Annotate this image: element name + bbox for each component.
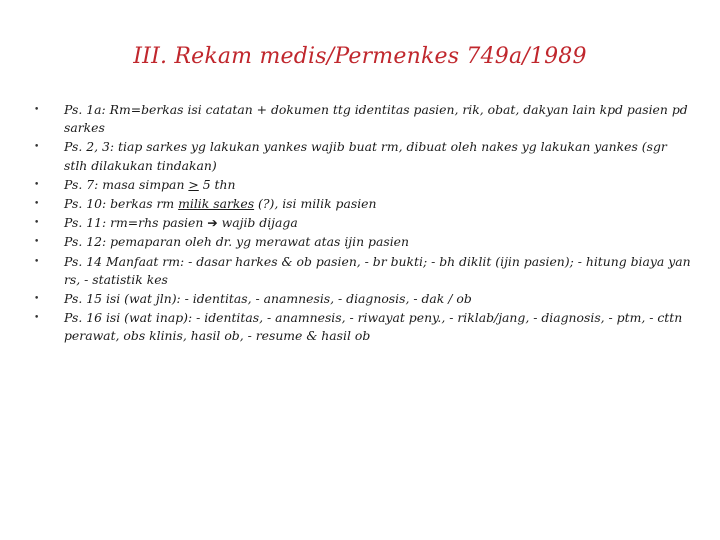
list-item-text: Ps. 2, 3: tiap sarkes yg lakukan yankes wajib buat rm, dibuat oleh nakes yg lakukan yankes (sgr stlh dilakukan tindakan) (64, 139, 667, 173)
greater-equal-sign: > (188, 176, 199, 192)
slide-title: III. Rekam medis/Permenkes 749a/1989 (133, 44, 587, 69)
list-item-text-prefix: Ps. 11: rm=rhs pasien (64, 215, 208, 231)
list-item-text: Ps. 16 isi (wat inap): - identitas, - anamnesis, - riwayat peny., - riklab/jang, - diagnosis, - ptm, - cttn perawat, obs klinis, hasil ob, - resume & hasil ob (64, 310, 683, 344)
list-item (34, 101, 694, 137)
list-item-text-prefix: Ps. 7: masa simpan (64, 176, 189, 192)
underlined-phrase: milik sarkes (178, 196, 255, 212)
list-item (34, 309, 694, 345)
list-item (34, 233, 694, 251)
bullet-icon: • (34, 313, 40, 324)
bullet-icon: • (34, 218, 40, 229)
list-item (34, 176, 694, 194)
bullet-icon: • (34, 179, 40, 190)
list-item (34, 253, 694, 289)
bullet-icon: • (34, 105, 40, 115)
bullet-icon: • (34, 199, 40, 210)
list-item-text: Ps. 14 Manfaat rm: - dasar harkes & ob pasien, - br bukti; - bh diklit (ijin pasien); - hitung biaya yan rs, - statistik kes (64, 253, 691, 287)
list-item-text-suffix: (?), isi milik pasien (254, 196, 377, 212)
list-item (34, 214, 694, 232)
list-item (34, 138, 694, 174)
list-item-text-prefix: Ps. 10: berkas rm (64, 196, 179, 212)
list-item-text-suffix: wajib dijaga (217, 215, 298, 231)
bullet-icon: • (34, 142, 40, 153)
arrow-right-icon: ➔ (207, 215, 218, 231)
list-item-text-suffix: 5 thn (198, 176, 236, 192)
bullet-icon: • (34, 237, 40, 248)
bullet-icon: • (34, 294, 40, 305)
list-item-text: Ps. 1a: Rm=berkas isi catatan + dokumen ttg identitas pasien, rik, obat, dakyan lain kpd pasien pd sarkes (64, 102, 688, 136)
bullet-icon: • (34, 256, 40, 267)
list-item-text: Ps. 15 isi (wat jln): - identitas, - anamnesis, - diagnosis, - dak / ob (64, 291, 472, 307)
list-item (34, 195, 694, 213)
bullet-list (34, 101, 694, 347)
list-item (34, 290, 694, 308)
list-item-text: Ps. 12: pemaparan oleh dr. yg merawat atas ijin pasien (64, 234, 409, 250)
